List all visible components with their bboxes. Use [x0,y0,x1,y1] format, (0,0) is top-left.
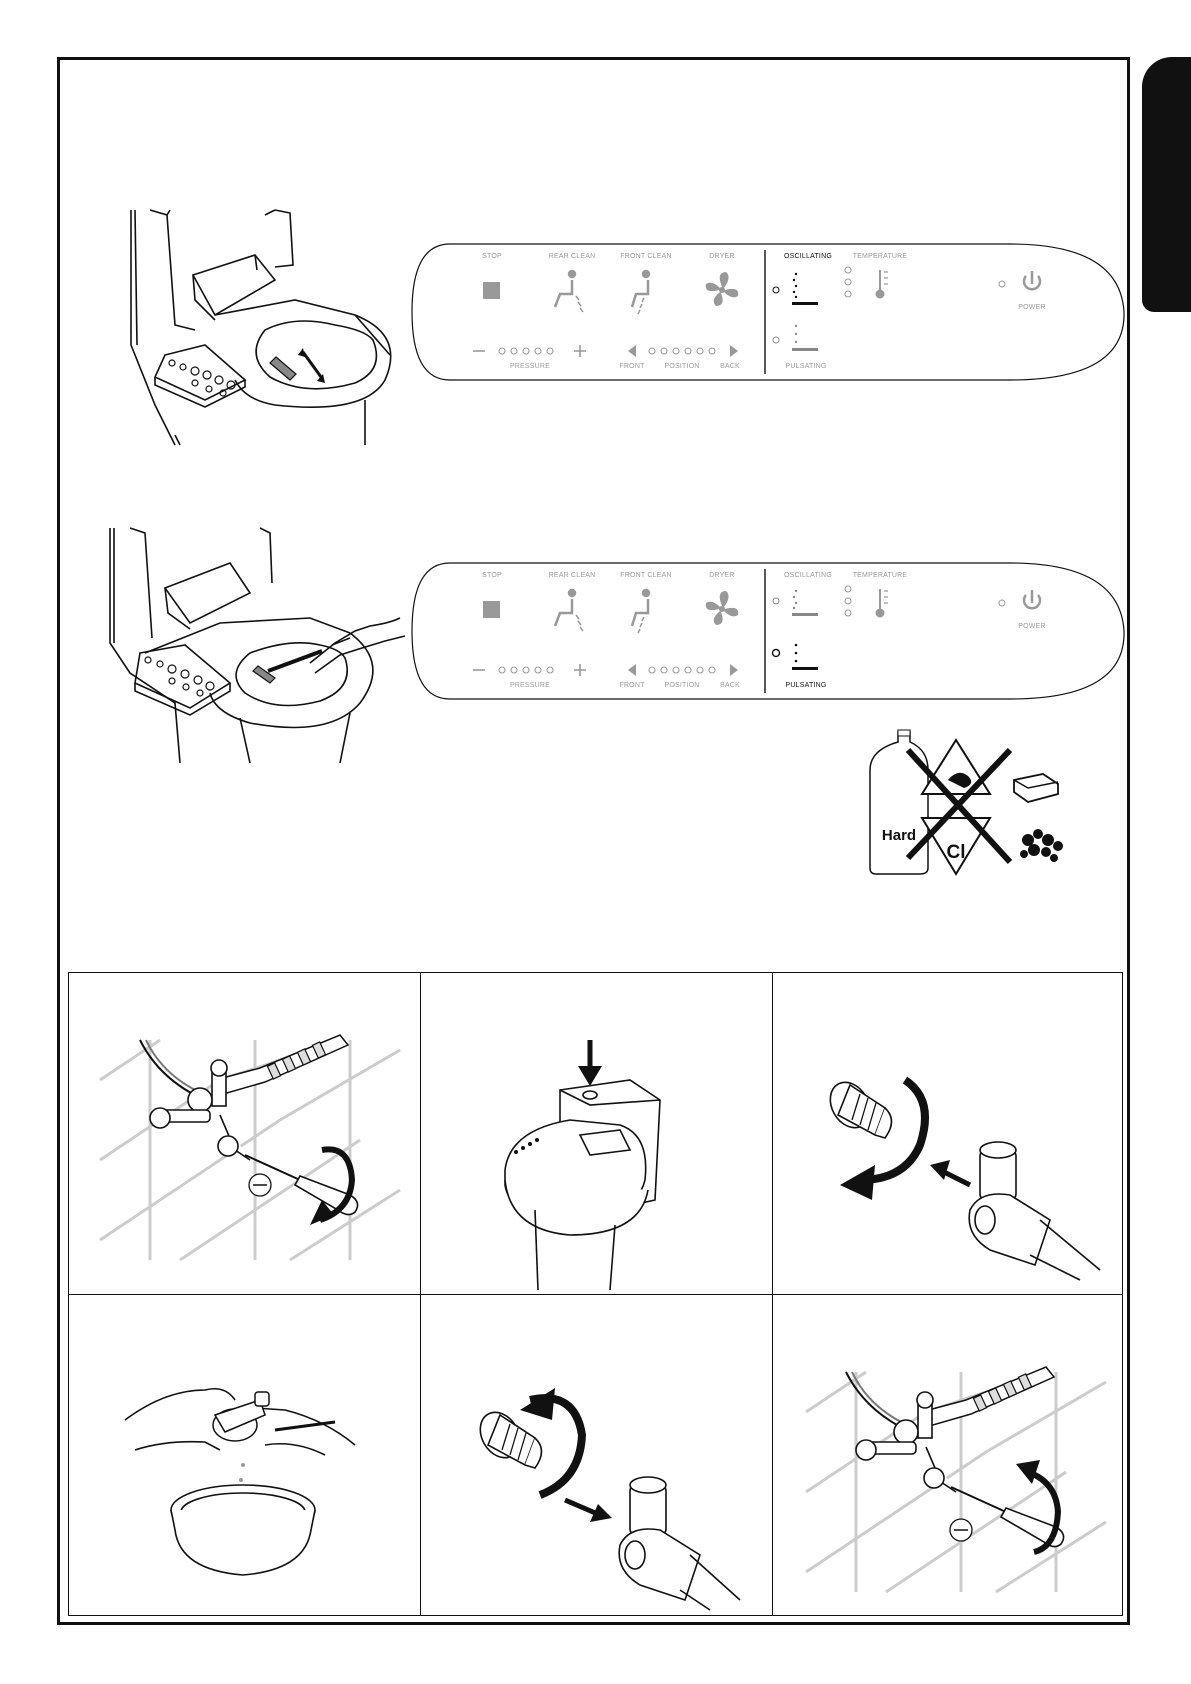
language-tab [1142,57,1191,312]
pressure-label: PRESSURE [509,682,551,689]
toilet-brush-cleaning-illustration [100,523,410,768]
toilet-flush-illustration [490,1040,670,1290]
stop-icon [483,282,500,299]
front-label: FRONT [619,363,645,370]
dryer-label: DRYER [709,253,735,260]
pulsating-icon [792,644,818,670]
position-label: POSITION [664,363,700,370]
dryer-fan-icon [706,272,738,306]
temperature-label: TEMPERATURE [852,253,908,260]
valve-close-illustration [100,1040,400,1260]
power-label: POWER [1018,623,1046,630]
oscillating-label: OSCILLATING [784,572,832,579]
front-clean-icon [632,271,649,314]
rear-clean-icon [555,271,583,312]
oscillating-label: OSCILLATING [784,253,832,260]
valve-open-illustration [806,1372,1106,1592]
front-clean-icon [632,590,649,633]
power-icon [1024,590,1040,608]
stop-label: STOP [482,572,502,579]
dryer-fan-icon [706,591,738,625]
front-clean-label: FRONT CLEAN [620,572,672,579]
rear-clean-icon [555,590,583,631]
dryer-label: DRYER [709,572,735,579]
filter-reinstall-illustration [470,1380,750,1610]
front-label: FRONT [619,682,645,689]
pulsating-label: PULSATING [785,682,827,689]
toilet-wand-extended-illustration [115,205,415,450]
rear-clean-label: REAR CLEAN [548,572,596,579]
power-label: POWER [1018,304,1046,311]
pulsating-icon [792,325,818,351]
position-label: POSITION [664,682,700,689]
oscillating-icon [792,590,818,616]
pulsating-label: PULSATING [785,363,827,370]
no-harsh-cleaners-warning [868,730,1074,876]
stop-label: STOP [482,253,502,260]
pressure-label: PRESSURE [509,363,551,370]
temperature-icon [877,270,889,298]
power-icon [1024,271,1040,289]
chlorine-label: Cl [946,842,966,863]
front-clean-label: FRONT CLEAN [620,253,672,260]
control-panel-oscillating [410,242,1126,382]
control-panel-pulsating [410,561,1126,701]
filter-washing-illustration [125,1370,365,1590]
back-label: BACK [720,363,740,370]
back-label: BACK [720,682,740,689]
temperature-icon [877,589,889,617]
bottle-hard-label: Hard [881,827,917,844]
stop-icon [483,601,500,618]
oscillating-icon [792,273,818,305]
filter-removal-illustration [820,1070,1100,1270]
rear-clean-label: REAR CLEAN [548,253,596,260]
temperature-label: TEMPERATURE [852,572,908,579]
